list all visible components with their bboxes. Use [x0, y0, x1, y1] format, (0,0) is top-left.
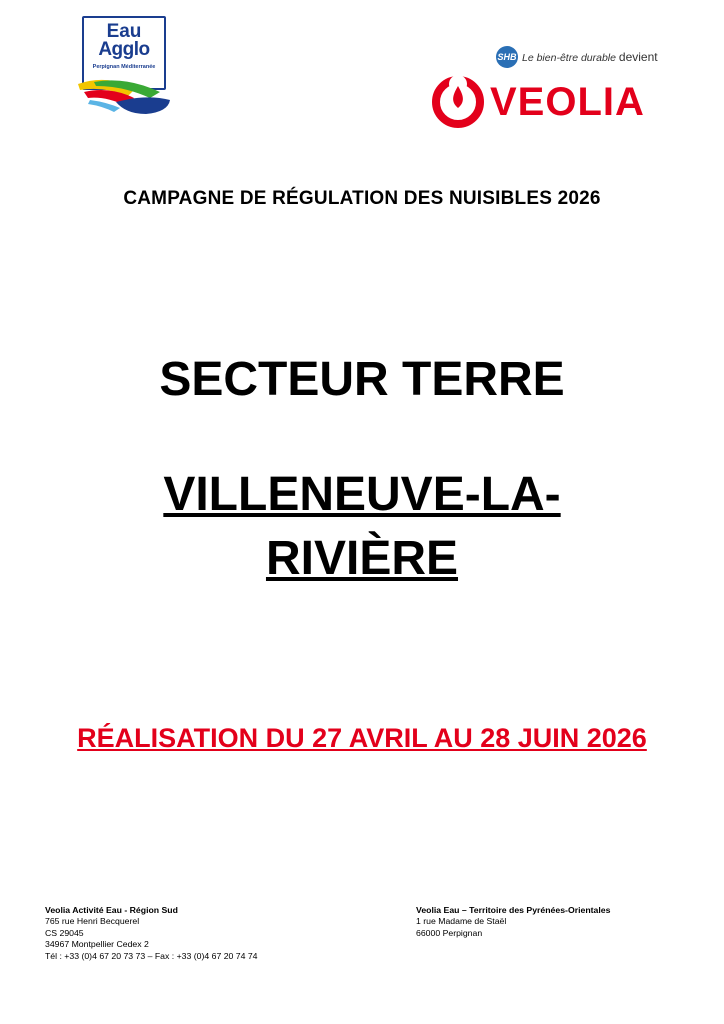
campaign-title: CAMPAGNE DE RÉGULATION DES NUISIBLES 2026	[123, 188, 601, 209]
veolia-wordmark: VEOLIA	[490, 80, 645, 124]
footer-left-line: 765 rue Henri Becquerel	[45, 916, 140, 927]
veolia-logo	[430, 44, 658, 130]
footer-left-line: CS 29045	[45, 927, 84, 938]
footer-left-title: Veolia Activité Eau - Région Sud	[45, 905, 178, 915]
sector-title: SECTEUR TERRE	[159, 353, 565, 406]
veolia-drop-icon	[430, 74, 486, 128]
shb-tagline-end: devient	[618, 50, 658, 64]
town-name-line1: VILLENEUVE-LA-	[163, 468, 561, 521]
footer-left-line: Tél : +33 (0)4 67 20 73 73 – Fax : +33 (0)4 67 20 74 74	[45, 950, 258, 961]
town-name-line2: RIVIÈRE	[265, 532, 459, 585]
shb-tagline-text: Le bien-être durable	[522, 52, 616, 64]
shb-tagline	[522, 50, 658, 64]
shb-badge-icon: SHB	[496, 46, 518, 68]
campaign-period: RÉALISATION DU 27 AVRIL AU 28 JUIN 2026	[77, 723, 647, 753]
agglo-logo-subtitle: Perpignan Méditerranée	[92, 64, 156, 70]
footer-address-left	[45, 905, 258, 962]
footer-right-title: Veolia Eau – Territoire des Pyrénées-Orientales	[416, 905, 611, 915]
eau-agglo-logo	[76, 16, 172, 116]
footer-right-line: 66000 Perpignan	[416, 927, 483, 938]
agglo-logo-line1: Eau	[106, 21, 142, 42]
footer-left-line: 34967 Montpellier Cedex 2	[45, 939, 149, 950]
agglo-swoosh-icon	[76, 72, 172, 116]
agglo-logo-line2: Agglo	[98, 39, 150, 60]
town-name	[0, 463, 724, 591]
footer-right-line: 1 rue Madame de Staël	[416, 916, 507, 927]
footer-address-right	[416, 905, 610, 939]
